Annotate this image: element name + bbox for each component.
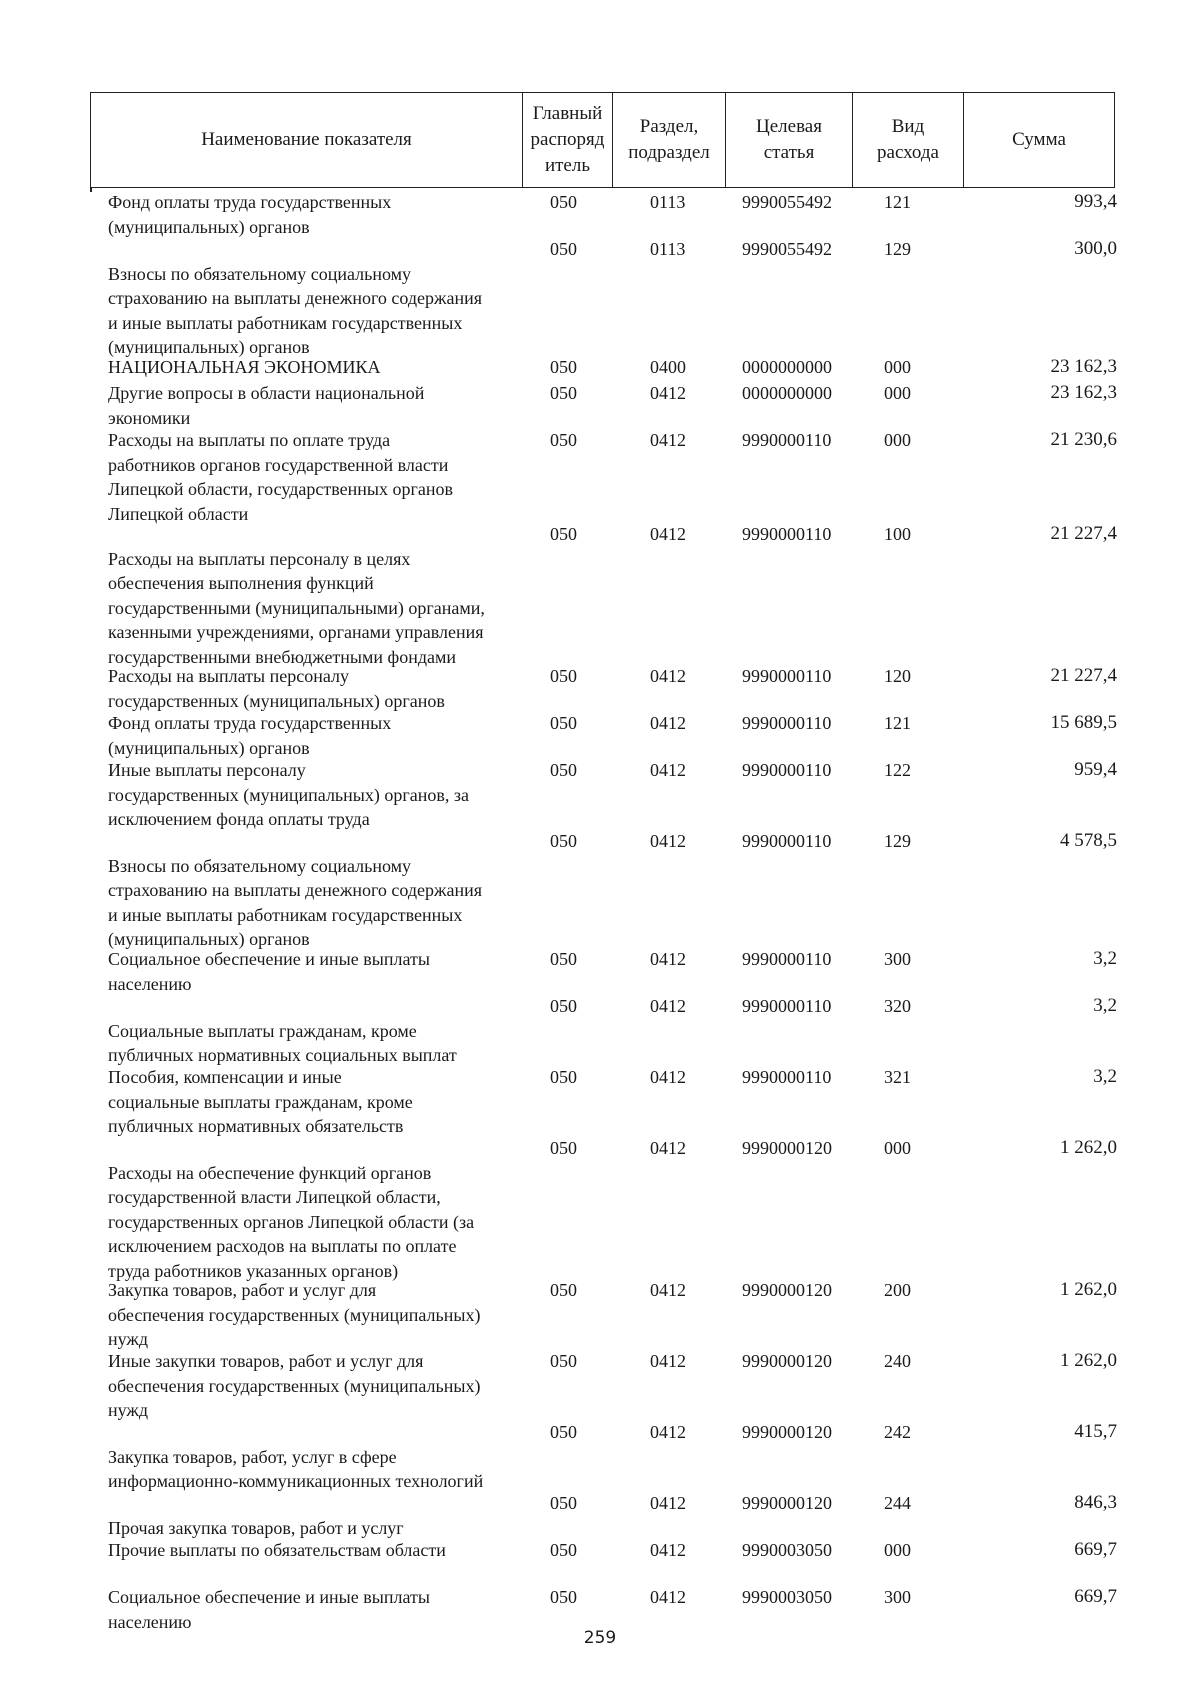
- row-summa: 959,4: [1074, 759, 1117, 780]
- row-glavniy: 050: [550, 1540, 577, 1560]
- row-vid: 000: [884, 1138, 911, 1158]
- row-summa: 3,2: [1093, 1066, 1117, 1087]
- row-vid: 000: [884, 357, 911, 377]
- row-razdel: 0412: [650, 383, 686, 403]
- row-summa: 669,7: [1074, 1586, 1117, 1607]
- row-vid: 000: [884, 383, 911, 403]
- row-name: Фонд оплаты труда государственных (муниципальных) органов: [108, 713, 392, 758]
- row-summa: 3,2: [1093, 995, 1117, 1016]
- row-glavniy: 050: [550, 1587, 577, 1607]
- row-celevaya: 9990000120: [742, 1280, 832, 1300]
- row-summa: 669,7: [1074, 1539, 1117, 1560]
- row-name: Взносы по обязательному социальному страхованию на выплаты денежного содержания и иные выплаты работникам государственных (муниципальных) органов: [108, 263, 483, 357]
- row-celevaya: 9990000110: [742, 430, 832, 450]
- row-razdel: 0412: [650, 1587, 686, 1607]
- row-summa: 23 162,3: [1050, 356, 1117, 377]
- header-celevaya: Целевая статья: [726, 93, 853, 187]
- row-celevaya: 9990000110: [742, 949, 832, 969]
- row-razdel: 0412: [650, 1138, 686, 1158]
- row-vid: 100: [884, 524, 911, 544]
- row-name: НАЦИОНАЛЬНАЯ ЭКОНОМИКА: [108, 357, 381, 377]
- row-summa: 4 578,5: [1060, 830, 1117, 851]
- row-vid: 129: [884, 239, 911, 259]
- row-vid: 300: [884, 949, 911, 969]
- row-celevaya: 9990003050: [742, 1587, 832, 1607]
- row-summa: 15 689,5: [1050, 712, 1117, 733]
- row-name: Прочая закупка товаров, работ и услуг: [108, 1517, 404, 1538]
- row-summa: 846,3: [1074, 1492, 1117, 1513]
- row-summa: 1 262,0: [1060, 1279, 1117, 1300]
- row-celevaya: 9990000120: [742, 1493, 832, 1513]
- row-glavniy: 050: [550, 831, 577, 851]
- row-glavniy: 050: [550, 192, 577, 212]
- row-vid: 000: [884, 1540, 911, 1560]
- row-summa: 1 262,0: [1060, 1137, 1117, 1158]
- row-name: Социальное обеспечение и иные выплаты населению: [108, 949, 430, 994]
- row-name: Взносы по обязательному социальному страхованию на выплаты денежного содержания и иные выплаты работникам государственных (муниципальных) органов: [108, 855, 483, 949]
- row-vid: 321: [884, 1067, 911, 1087]
- row-glavniy: 050: [550, 666, 577, 686]
- row-glavniy: 050: [550, 713, 577, 733]
- row-vid: 240: [884, 1351, 911, 1371]
- row-vid: 121: [884, 192, 911, 212]
- row-vid: 200: [884, 1280, 911, 1300]
- row-name: Расходы на обеспечение функций органов государственной власти Липецкой области, государственных органов Липецкой области (за исключением расходов на выплаты по оплате труда работников указанных органов): [108, 1162, 475, 1281]
- header-summa: Сумма: [1012, 129, 1066, 150]
- row-vid: 129: [884, 831, 911, 851]
- row-summa: 21 227,4: [1050, 523, 1117, 544]
- row-celevaya: 9990000120: [742, 1422, 832, 1442]
- row-glavniy: 050: [550, 996, 577, 1016]
- header-name: Наименование показателя: [91, 93, 523, 187]
- row-razdel: 0412: [650, 1540, 686, 1560]
- row-razdel: 0412: [650, 949, 686, 969]
- row-celevaya: 0000000000: [742, 357, 832, 377]
- row-summa: 3,2: [1093, 948, 1117, 969]
- row-razdel: 0412: [650, 1493, 686, 1513]
- header-vid: Вид расхода: [853, 93, 964, 187]
- row-celevaya: 9990000110: [742, 831, 832, 851]
- row-vid: 242: [884, 1422, 911, 1442]
- row-vid: 000: [884, 430, 911, 450]
- row-celevaya: 9990055492: [742, 192, 832, 212]
- row-glavniy: 050: [550, 383, 577, 403]
- page-number: 259: [583, 1628, 617, 1648]
- row-celevaya: 9990000110: [742, 1067, 832, 1087]
- row-celevaya: 9990000110: [742, 713, 832, 733]
- row-summa: 1 262,0: [1060, 1350, 1117, 1371]
- row-glavniy: 050: [550, 1351, 577, 1371]
- row-razdel: 0412: [650, 713, 686, 733]
- row-celevaya: 9990055492: [742, 239, 832, 259]
- row-name: Закупка товаров, работ и услуг для обеспечения государственных (муниципальных) нужд: [108, 1280, 481, 1349]
- row-razdel: 0412: [650, 430, 686, 450]
- row-name: Расходы на выплаты по оплате труда работников органов государственной власти Липецкой области, государственных органов Липецкой области: [108, 430, 453, 524]
- row-razdel: 0412: [650, 1280, 686, 1300]
- row-vid: 120: [884, 666, 911, 686]
- row-celevaya: 9990000110: [742, 524, 832, 544]
- row-razdel: 0412: [650, 524, 686, 544]
- row-glavniy: 050: [550, 239, 577, 259]
- row-name: Социальные выплаты гражданам, кроме публичных нормативных социальных выплат: [108, 1020, 457, 1065]
- row-razdel: 0400: [650, 357, 686, 377]
- row-glavniy: 050: [550, 760, 577, 780]
- row-name: Иные выплаты персоналу государственных (муниципальных) органов, за исключением фонда оплаты труда: [108, 760, 469, 829]
- row-razdel: 0113: [650, 192, 686, 212]
- row-razdel: 0412: [650, 666, 686, 686]
- row-name: Прочие выплаты по обязательствам области: [108, 1540, 446, 1560]
- row-glavniy: 050: [550, 1138, 577, 1158]
- row-summa: 23 162,3: [1050, 382, 1117, 403]
- row-glavniy: 050: [550, 949, 577, 969]
- row-vid: 121: [884, 713, 911, 733]
- row-razdel: 0113: [650, 239, 686, 259]
- table-header: [90, 92, 1115, 188]
- header-glavniy: Главный распоряд итель: [523, 93, 613, 187]
- row-razdel: 0412: [650, 1422, 686, 1442]
- row-summa: 21 227,4: [1050, 665, 1117, 686]
- table-left-border: [90, 188, 92, 192]
- row-glavniy: 050: [550, 357, 577, 377]
- row-celevaya: 9990000110: [742, 760, 832, 780]
- row-vid: 300: [884, 1587, 911, 1607]
- row-glavniy: 050: [550, 524, 577, 544]
- row-summa: 21 230,6: [1050, 429, 1117, 450]
- row-name: Пособия, компенсации и иные социальные выплаты гражданам, кроме публичных нормативных обязательств: [108, 1067, 413, 1136]
- row-celevaya: 9990000110: [742, 996, 832, 1016]
- row-celevaya: 0000000000: [742, 383, 832, 403]
- row-celevaya: 9990003050: [742, 1540, 832, 1560]
- row-name: Закупка товаров, работ, услуг в сфере информационно-коммуникационных технологий: [108, 1446, 484, 1491]
- row-summa: 993,4: [1074, 191, 1117, 212]
- row-name: Расходы на выплаты персоналу государственных (муниципальных) органов: [108, 666, 445, 711]
- row-celevaya: 9990000120: [742, 1351, 832, 1371]
- row-name: Расходы на выплаты персоналу в целях обеспечения выполнения функций государственными (муниципальными) органами, казенными учреждениями, органами управления государственными внебюджетными фондами: [108, 548, 485, 667]
- row-razdel: 0412: [650, 760, 686, 780]
- header-razdel: Раздел, подраздел: [613, 93, 726, 187]
- row-razdel: 0412: [650, 831, 686, 851]
- row-razdel: 0412: [650, 1067, 686, 1087]
- row-glavniy: 050: [550, 1067, 577, 1087]
- row-razdel: 0412: [650, 1351, 686, 1371]
- row-name: Социальное обеспечение и иные выплаты населению: [108, 1587, 430, 1632]
- row-glavniy: 050: [550, 1422, 577, 1442]
- row-glavniy: 050: [550, 1280, 577, 1300]
- row-summa: 415,7: [1074, 1421, 1117, 1442]
- row-glavniy: 050: [550, 430, 577, 450]
- row-name: Другие вопросы в области национальной экономики: [108, 383, 425, 428]
- row-glavniy: 050: [550, 1493, 577, 1513]
- row-summa: 300,0: [1074, 238, 1117, 259]
- row-celevaya: 9990000110: [742, 666, 832, 686]
- row-vid: 244: [884, 1493, 911, 1513]
- row-celevaya: 9990000120: [742, 1138, 832, 1158]
- row-name: Иные закупки товаров, работ и услуг для обеспечения государственных (муниципальных) нужд: [108, 1351, 481, 1420]
- row-razdel: 0412: [650, 996, 686, 1016]
- row-name: Фонд оплаты труда государственных (муниципальных) органов: [108, 192, 392, 237]
- row-vid: 122: [884, 760, 911, 780]
- row-vid: 320: [884, 996, 911, 1016]
